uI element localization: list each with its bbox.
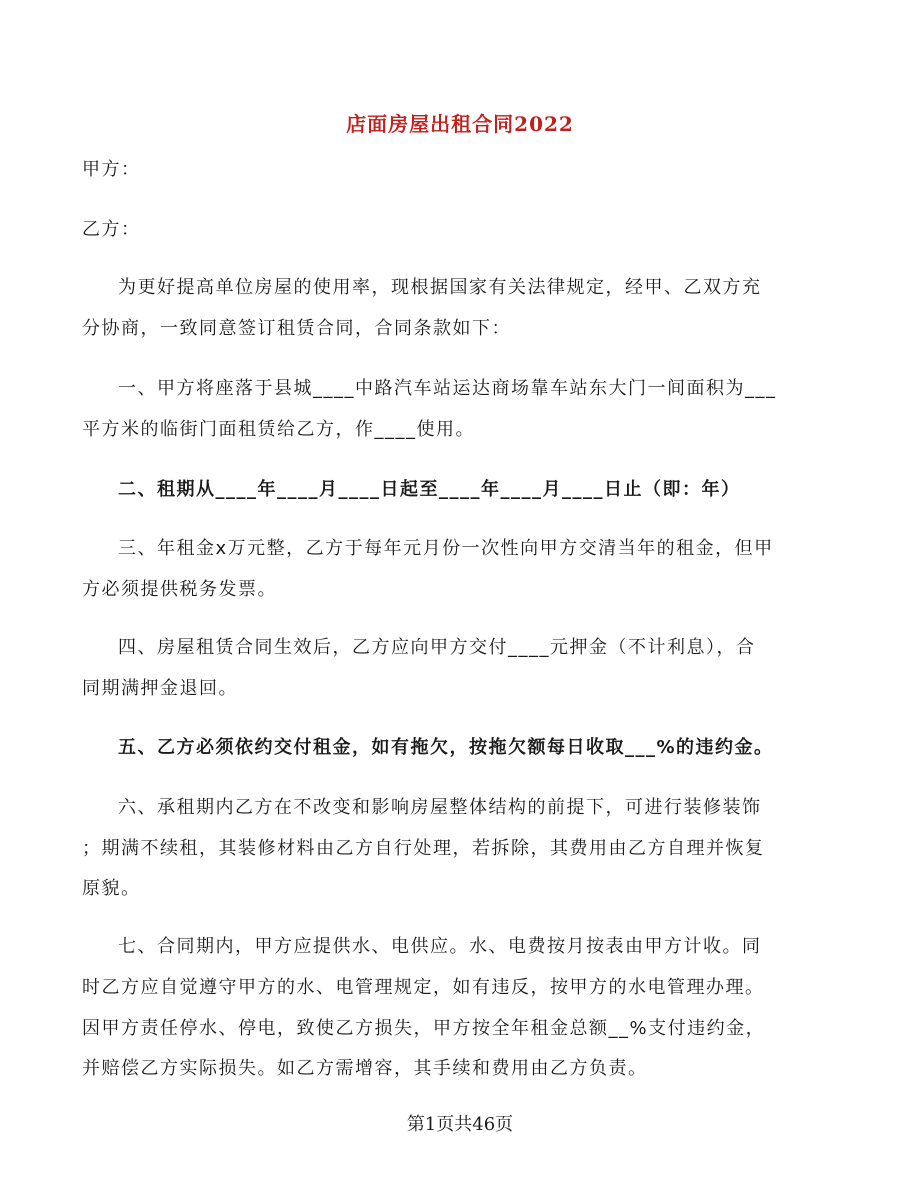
clause-6-line-1: 六、承租期内乙方在不改变和影响房屋整体结构的前提下，可进行装修装饰 [118, 797, 762, 818]
clause-3-line-2: 方必须提供税务发票。 [82, 579, 277, 600]
party-a-label: 甲方： [82, 159, 141, 180]
clause-4-line-1: 四、房屋租赁合同生效后，乙方应向甲方交付____元押金（不计利息），合 [118, 637, 756, 658]
clause-7-line-2: 时乙方应自觉遵守甲方的水、电管理规定，如有违反，按甲方的水电管理办理。 [82, 977, 765, 998]
clause-7-line-1: 七、合同期内，甲方应提供水、电供应。水、电费按月按表由甲方计收。同 [118, 936, 762, 957]
clause-6-line-2: ；期满不续租，其装修材料由乙方自行处理，若拆除，其费用由乙方自理并恢复 [82, 838, 765, 859]
party-b-label: 乙方： [82, 219, 141, 240]
clause-7-line-4: 并赔偿乙方实际损失。如乙方需增容，其手续和费用由乙方负责。 [82, 1058, 648, 1079]
intro-line-2: 分协商，一致同意签订租赁合同，合同条款如下： [82, 318, 511, 339]
intro-line-1: 为更好提高单位房屋的使用率，现根据国家有关法律规定，经甲、乙双方充 [118, 277, 762, 298]
clause-6-line-3: 原貌。 [82, 878, 141, 899]
clause-1-line-1: 一、甲方将座落于县城____中路汽车站运达商场靠车站东大门一间面积为___ [118, 378, 777, 399]
clause-1-line-2: 平方米的临街门面租赁给乙方，作____使用。 [82, 419, 475, 440]
clause-3-line-1: 三、年租金x万元整，乙方于每年元月份一次性向甲方交清当年的租金，但甲 [118, 538, 774, 559]
clause-2: 二、租期从____年____月____日起至____年____月____日止（即：年） [118, 479, 741, 500]
clause-7-line-3: 因甲方责任停水、停电，致使乙方损失，甲方按全年租金总额__%支付违约金， [82, 1018, 766, 1039]
document-title: 店面房屋出租合同2022 [346, 112, 574, 136]
clause-5: 五、乙方必须依约交付租金，如有拖欠，按拖欠额每日收取___%的违约金。 [118, 737, 774, 758]
page-footer: 第1页共46页 [406, 1114, 514, 1135]
clause-4-line-2: 同期满押金退回。 [82, 678, 238, 699]
